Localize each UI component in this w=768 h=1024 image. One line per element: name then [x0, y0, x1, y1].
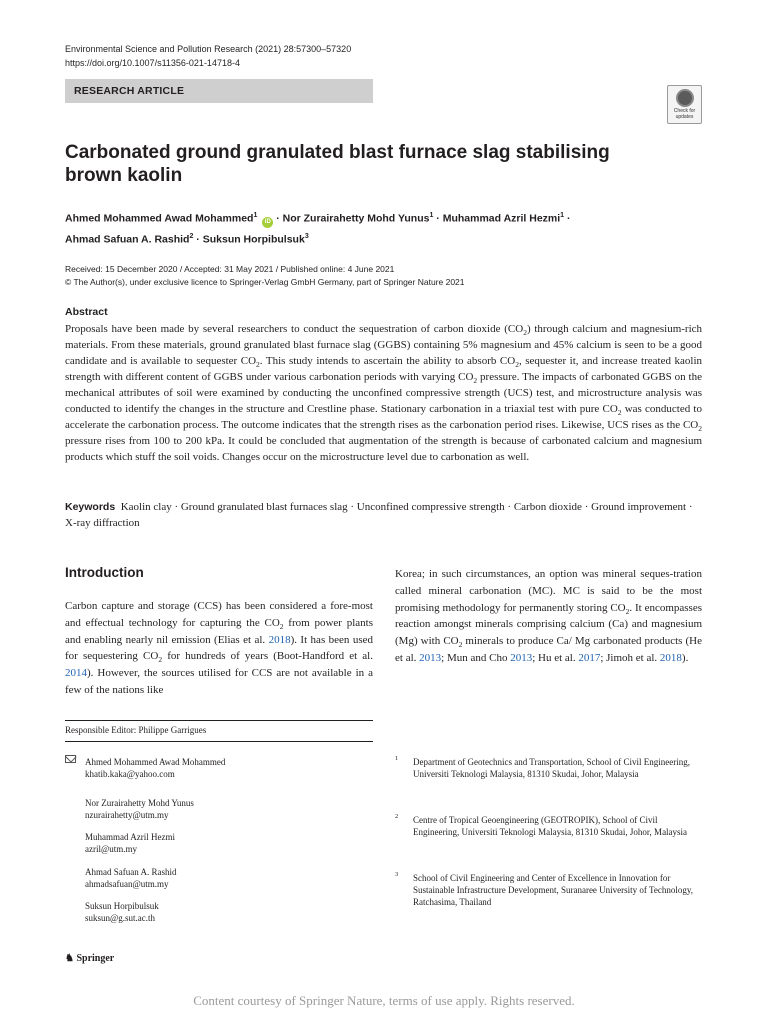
body-text: Korea; in such circumstances, an option was mineral seques-tration called mineral carbonation (MC). MC is said to be the most promising methodology for permanently storing CO: [395, 568, 702, 614]
subscript: 2: [523, 328, 527, 338]
affiliation-text: School of Civil Engineering and Center of Excellence in Innovation for Sustainable Infrastructure Development, Suranaree University of Technology, Ratchasima, Thailand: [413, 873, 694, 907]
affiliation-text: Department of Geotechnics and Transportation, School of Civil Engineering, Universiti Teknologi Malaysia, 81310 Skudai, Johor, Malaysia: [413, 757, 690, 779]
body-text: minerals to produce Ca/ Mg carbonated products (He et al.: [395, 635, 702, 664]
body-text: Carbon capture and storage (CCS) has been considered a fore-most and effectual technology for capturing the CO: [65, 600, 373, 629]
subscript: 2: [698, 424, 702, 434]
affiliation-number: 3: [395, 871, 399, 878]
citation-link[interactable]: 2014: [65, 667, 87, 680]
subscript: 2: [473, 376, 478, 386]
orcid-icon[interactable]: iD: [262, 217, 273, 228]
contact-name: Nor Zurairahetty Mohd Yunus: [85, 798, 194, 808]
affiliation-number: 2: [395, 813, 399, 820]
envelope-icon[interactable]: [65, 755, 76, 763]
contact-name: Ahmed Mohammed Awad Mohammed: [85, 757, 226, 767]
body-text: ). However, the sources utilised for CCS are not available in a few of the nations like: [65, 667, 373, 696]
intro-left-column: [65, 598, 373, 699]
responsible-editor: Responsible Editor: Philippe Garrigues: [65, 725, 207, 735]
abstract-text: , sequester it, and increase treated kaolin strength with different content of GGBS under various carbonation periods with varying CO: [65, 355, 703, 383]
citation-link[interactable]: 2018: [268, 633, 291, 646]
author-affil-sup: 1: [253, 212, 258, 219]
author-affil-sup: 3: [304, 232, 309, 240]
abstract-text: pressure rises from 100 to 200 kPa. It could be concluded that augmentation of the strength is because of carbonated calcium and magnesium products which stuff the soil voids. Changes occur on the microstructure level due to carbonation as well.: [65, 435, 702, 463]
doi-link[interactable]: https://doi.org/10.1007/s11356-021-14718-4: [65, 58, 240, 68]
body-text: from power plants and enabling nearly nil emission (Elias et al.: [65, 616, 373, 646]
title-line-2: brown kaolin: [65, 165, 183, 186]
contact-name: Muhammad Azril Hezmi: [85, 832, 175, 842]
check-for-updates-badge[interactable]: [667, 85, 702, 124]
page-footer-notice: Content courtesy of Springer Nature, terms of use apply. Rights reserved.: [193, 993, 575, 1008]
journal-citation: Environmental Science and Pollution Research (2021) 28:57300–57320: [65, 44, 352, 54]
title-line-1: Carbonated ground granulated blast furnace slag stabilising: [65, 142, 610, 163]
springer-horse-icon: ♞: [65, 953, 74, 964]
citation-link[interactable]: 2018: [659, 651, 682, 664]
author-separator: ·: [276, 212, 280, 225]
journal-header: [65, 42, 351, 70]
abstract-text: pressure. The impacts of carbonated GGBS on the mechanical attributes of soil were examined by conducting the unconfined compressive strength (UCS) test, and microstructure analysis was conducted to identify the changes in the structure and Crestline phase. Stationary carbonation in a triaxial test with pure CO: [65, 371, 702, 415]
author-name[interactable]: Ahmed Mohammed Awad Mohammed: [65, 212, 254, 225]
keywords-label: Keywords: [65, 501, 116, 513]
contact-author: [85, 797, 365, 821]
body-text: for hundreds of years (Boot-Handford et al.: [162, 650, 373, 663]
body-text: . It encompasses reaction amongst minerals comprising calcium (Ca) and magnesium (Mg) with CO: [395, 601, 702, 648]
abstract-body: [65, 321, 702, 465]
contact-email[interactable]: nzurairahetty@utm.my: [85, 810, 169, 820]
body-text: ; Jimoh et al.: [600, 651, 660, 664]
springer-logo: [65, 953, 114, 964]
abstract-text: was conducted to accelerate the carbonation process. The outcome indicates that the strength rises as the carbonation period rises. Likewise, UCS rises as the CO: [65, 403, 702, 431]
contact-email[interactable]: suksun@g.sut.ac.th: [85, 913, 156, 923]
publisher-name: Springer: [76, 953, 115, 964]
abstract-text: Proposals have been made by several researchers to conduct the sequestration of carbon dioxide (CO: [65, 323, 524, 335]
body-text: ).: [681, 651, 689, 664]
contact-author: [85, 831, 365, 855]
dates-line: Received: 15 December 2020 / Accepted: 31 May 2021 / Published online: 4 June 2021: [65, 264, 395, 274]
body-text: ; Mun and Cho: [441, 651, 511, 664]
abstract-text: . This study intends to ascertain the ability to absorb CO: [259, 355, 516, 367]
author-separator: ·: [196, 233, 200, 245]
subscript: 2: [279, 621, 284, 631]
paper-title: [65, 141, 625, 187]
contact-name: Ahmad Safuan A. Rashid: [85, 867, 177, 877]
author-separator: ·: [567, 212, 571, 225]
contact-author: [85, 756, 365, 780]
author-name[interactable]: Ahmad Safuan A. Rashid: [65, 233, 190, 245]
affiliation-text: Centre of Tropical Geoengineering (GEOTROPIK), School of Civil Engineering, Universiti Teknologi Malaysia, 81310 Skudai, Johor, Malaysia: [413, 815, 688, 837]
article-type-banner: RESEARCH ARTICLE: [65, 79, 373, 103]
body-text: ). It has been used for sequestering CO: [65, 633, 373, 663]
copyright-line: © The Author(s), under exclusive licence to Springer-Verlag GmbH Germany, part of Springer Nature 2021: [65, 277, 465, 287]
contact-email[interactable]: khatib.kaka@yahoo.com: [85, 769, 175, 779]
body-text: ; Hu et al.: [532, 651, 579, 664]
introduction-heading: Introduction: [65, 565, 144, 580]
author-name[interactable]: Nor Zurairahetty Mohd Yunus: [282, 212, 430, 225]
keywords-text: Kaolin clay · Ground granulated blast furnaces slag · Unconfined compressive strength · Carbon dioxide · Ground improvement · X-ray diffraction: [65, 501, 693, 529]
abstract-heading: Abstract: [65, 306, 108, 318]
author-name[interactable]: Muhammad Azril Hezmi: [442, 212, 561, 225]
footnote-rule-short: [65, 741, 373, 742]
contact-email[interactable]: ahmadsafuan@utm.my: [85, 879, 169, 889]
abstract-text: ) through calcium and magnesium-rich materials. From these materials, ground granulated blast furnace slag (GGBS) containing 5% magnesium and 45% calcium is seen to be a good candidate and is available to sequester CO: [65, 323, 703, 367]
intro-right-column: [395, 566, 702, 667]
footnote-rule: [65, 720, 373, 721]
citation-link[interactable]: 2013: [419, 651, 442, 664]
publication-dates: [65, 263, 465, 289]
citation-link[interactable]: 2017: [578, 651, 601, 664]
citation-link[interactable]: 2013: [510, 651, 533, 664]
subscript: 2: [158, 655, 163, 665]
contact-author: [85, 900, 365, 924]
author-list: [65, 207, 705, 248]
subscript: 2: [515, 360, 519, 370]
subscript: 2: [625, 606, 630, 616]
badge-label: Check for updates: [673, 108, 696, 120]
subscript: 2: [256, 360, 260, 370]
author-separator: ·: [436, 212, 440, 225]
author-affil-sup: 1: [429, 212, 434, 219]
check-updates-icon: [676, 89, 694, 107]
keywords: [65, 499, 702, 531]
subscript: 2: [617, 408, 622, 418]
contact-email[interactable]: azril@utm.my: [85, 844, 138, 854]
contact-name: Suksun Horpibulsuk: [85, 901, 159, 911]
author-affil-sup: 1: [560, 212, 565, 219]
author-name[interactable]: Suksun Horpibulsuk: [202, 233, 305, 245]
subscript: 2: [458, 640, 463, 650]
author-affil-sup: 2: [189, 232, 194, 240]
contact-author: [85, 866, 365, 890]
affiliation-number: 1: [395, 755, 399, 762]
